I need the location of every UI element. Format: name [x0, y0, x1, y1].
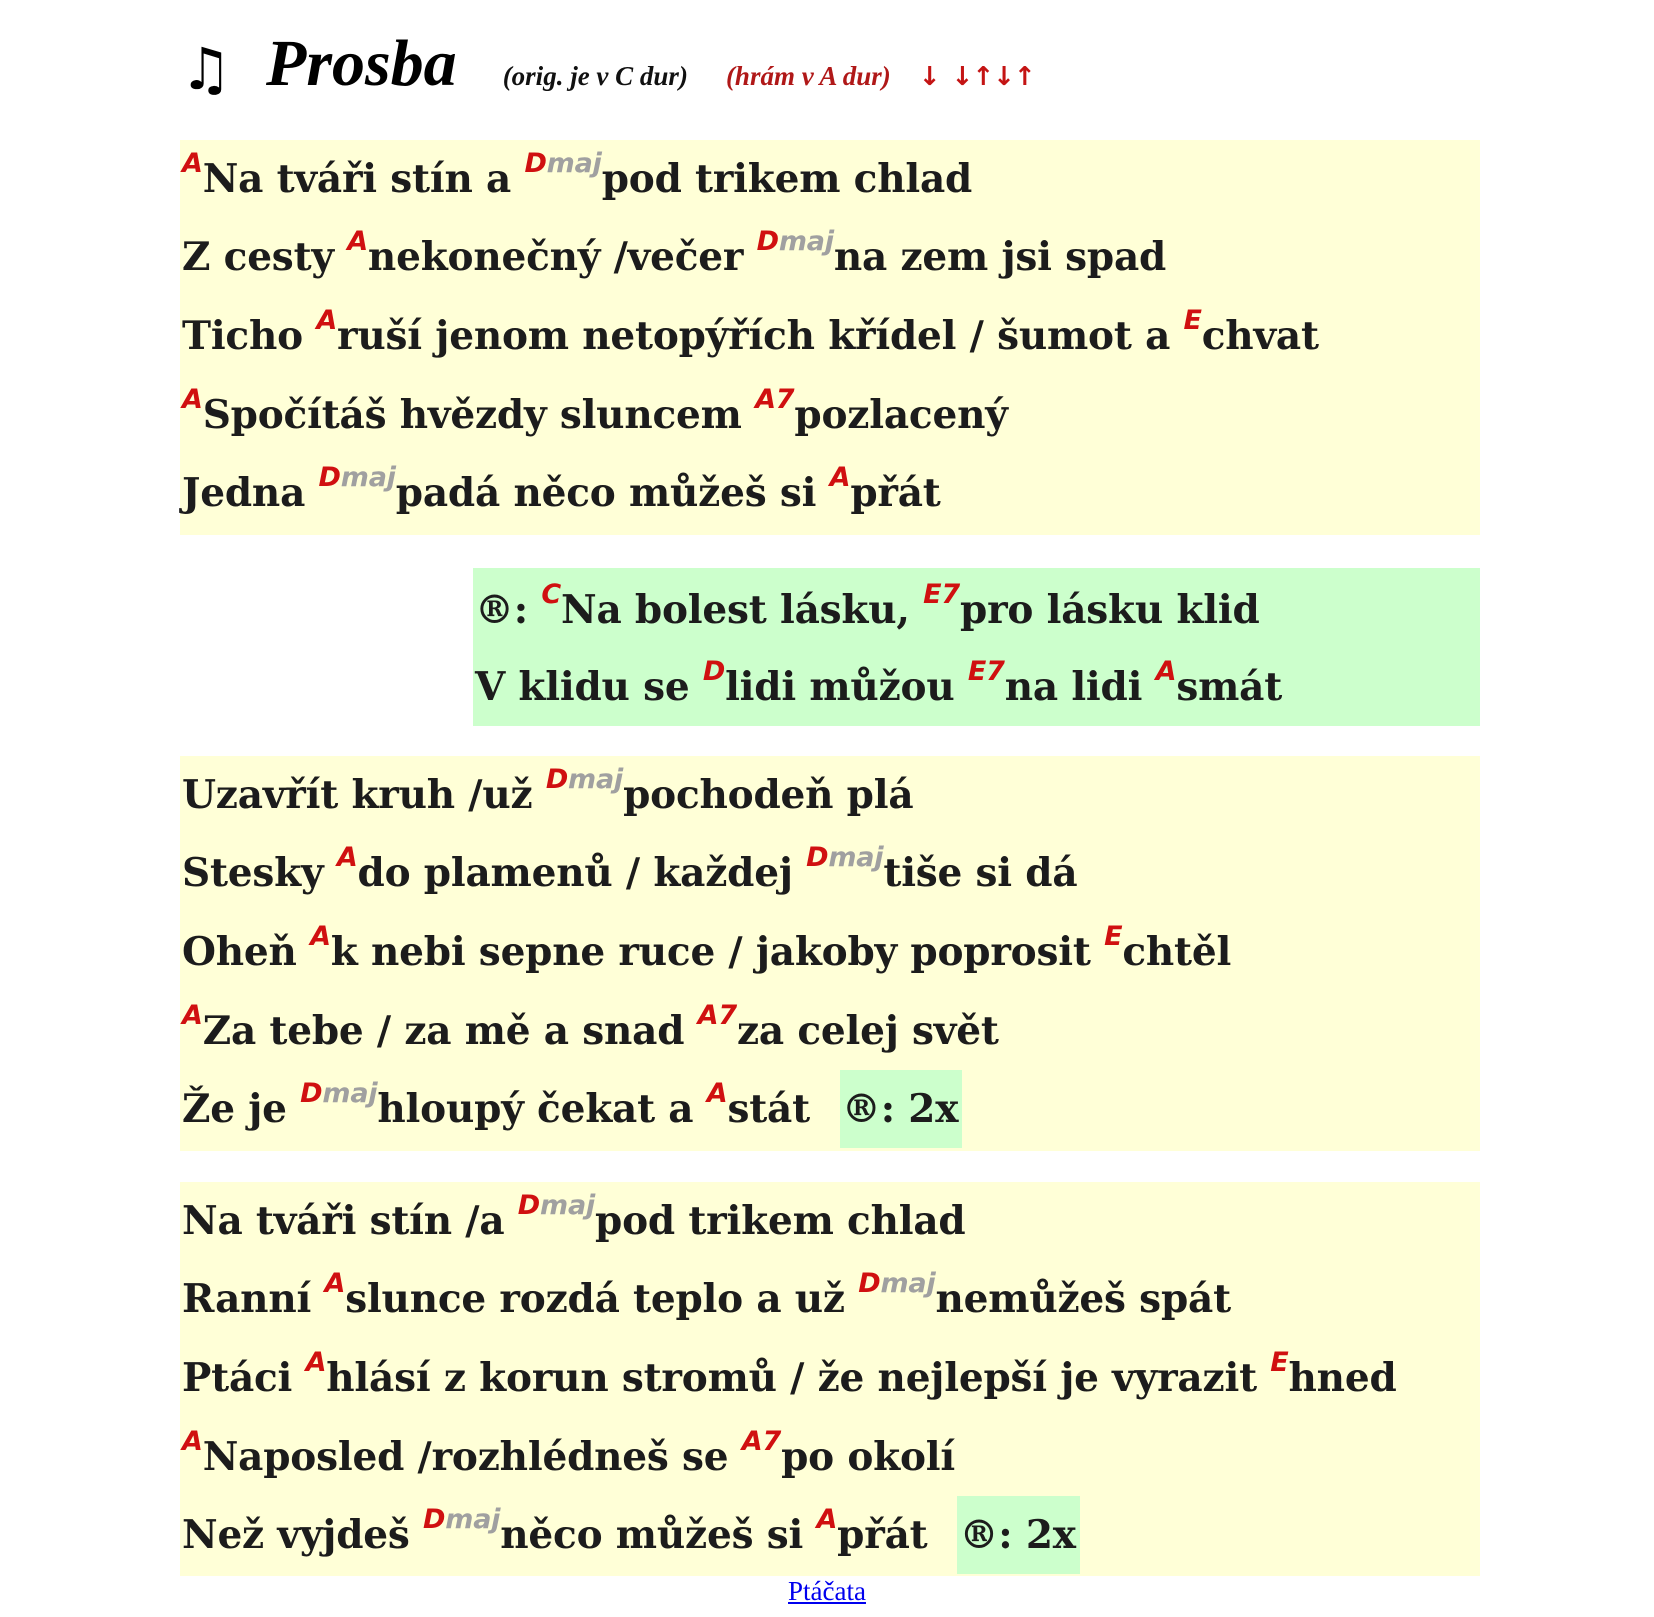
chord-root: D	[517, 1190, 541, 1221]
lyric-text: slunce rozdá teplo a už	[345, 1276, 859, 1322]
chord-label	[347, 226, 368, 257]
chord-root: A	[305, 1347, 327, 1378]
chord-root: E	[1270, 1347, 1289, 1378]
lyric-text: chtěl	[1122, 929, 1232, 975]
lyric-text: Stesky	[182, 850, 337, 896]
chord-root: D	[756, 226, 779, 257]
chord-root: A	[316, 305, 338, 336]
lyric-text: Jedna	[182, 470, 319, 516]
strum-arrows-icon: ↓↑↓↑	[951, 62, 1035, 92]
lyric-text: Ptáci	[182, 1355, 306, 1401]
chord-root: E	[1104, 921, 1123, 952]
chord-quality: maj	[546, 148, 602, 179]
lyric-line	[182, 1339, 1397, 1417]
chord-root: E7	[923, 579, 960, 610]
lyric-line	[182, 376, 1008, 454]
lyric-line	[475, 648, 1282, 726]
lyric-text: Ranní	[182, 1276, 325, 1322]
chord-label	[742, 1426, 781, 1457]
lyric-text: tiše si dá	[883, 850, 1078, 896]
refrain-symbol: ®:	[475, 587, 528, 633]
lyric-text: Uzavřít kruh /už	[182, 772, 546, 818]
chord-label	[423, 1504, 500, 1535]
lyric-text: Oheň	[182, 929, 311, 975]
lyric-text: Za tebe / za mě a snad	[202, 1008, 698, 1054]
lyric-text: do plamenů / každej	[357, 850, 807, 896]
chord-label	[541, 579, 561, 610]
lyric-text: Ticho	[182, 313, 317, 359]
chord-label	[707, 1078, 728, 1109]
music-note-icon: ♫	[180, 35, 232, 103]
lyric-text: Na tváři stín a	[202, 156, 525, 202]
chord-root: D	[318, 462, 341, 493]
verse-3	[180, 1182, 1480, 1576]
lyric-text: Na bolest lásku,	[561, 587, 924, 633]
chord-label	[1270, 1347, 1288, 1378]
chord-label	[337, 842, 358, 873]
chord-root: A	[336, 842, 358, 873]
lyric-text: na zem jsi spad	[833, 234, 1167, 280]
lyric-text: Z cesty	[182, 234, 348, 280]
lyric-text: za celej svět	[736, 1008, 999, 1054]
song-title: Prosba	[266, 27, 457, 100]
lyric-text: V klidu se	[475, 664, 703, 710]
lyric-line	[182, 913, 1231, 991]
chord-root: A	[829, 462, 851, 493]
repeat-chorus-marker: ®: 2x	[840, 1070, 962, 1148]
lyric-line	[182, 992, 999, 1070]
lyric-text: nekonečný /večer	[367, 234, 757, 280]
chord-root: A	[706, 1078, 728, 1109]
lyric-line	[182, 1418, 955, 1496]
lyric-line	[182, 1182, 965, 1260]
lyric-text: přát	[850, 470, 941, 516]
chord-label	[755, 384, 794, 415]
chord-root: A	[182, 1426, 203, 1457]
chord-label	[300, 1078, 377, 1109]
lyric-line	[182, 1496, 1080, 1574]
lyric-line	[182, 834, 1077, 912]
song-header	[180, 26, 1035, 106]
lyric-text: Na tváři stín /a	[182, 1198, 518, 1244]
chord-label	[316, 305, 337, 336]
lyric-text: lidi můžou	[725, 664, 968, 710]
chord-quality: maj	[540, 1190, 596, 1221]
lyric-text: k nebi sepne ruce / jakoby poprosit	[330, 929, 1105, 975]
lyric-text: hned	[1288, 1355, 1397, 1401]
chord-label	[310, 921, 331, 952]
chord-label	[830, 462, 851, 493]
chord-quality: maj	[445, 1504, 501, 1535]
chord-quality: maj	[880, 1268, 936, 1299]
chord-root: D	[300, 1078, 323, 1109]
chord-quality: maj	[828, 842, 884, 873]
chord-label	[858, 1268, 935, 1299]
chord-label	[324, 1268, 345, 1299]
lyric-line	[182, 297, 1319, 375]
chord-root: E	[1183, 305, 1202, 336]
lyric-text: pod trikem chlad	[595, 1198, 966, 1244]
lyric-text: pochodeň plá	[623, 772, 914, 818]
lyric-line	[182, 454, 941, 532]
verse-1	[180, 140, 1480, 535]
lyric-text: ruší jenom netopýřích křídel / šumot a	[337, 313, 1184, 359]
chord-root: D	[858, 1268, 881, 1299]
lyric-text: stát	[727, 1086, 810, 1132]
lyric-line	[475, 571, 1260, 649]
lyric-text: smát	[1176, 664, 1283, 710]
repeat-chorus-marker: ®: 2x	[957, 1496, 1079, 1574]
strumming-pattern	[919, 62, 1035, 92]
chord-label	[757, 226, 834, 257]
lyric-text: padá něco můžeš si	[395, 470, 830, 516]
chord-label	[182, 1426, 203, 1457]
chord-root: A7	[741, 1426, 782, 1457]
lyric-text: pro lásku klid	[960, 587, 1260, 633]
chord-label	[546, 764, 623, 795]
lyric-text: na lidi	[1004, 664, 1156, 710]
chord-label	[182, 148, 203, 179]
chord-label	[968, 656, 1005, 687]
chord-label	[1104, 921, 1122, 952]
chord-quality: maj	[340, 462, 396, 493]
chord-root: C	[541, 579, 562, 610]
chord-root: D	[545, 764, 569, 795]
chord-label	[816, 1504, 837, 1535]
chord-root: A	[347, 226, 368, 257]
chord-root: A	[324, 1268, 346, 1299]
chorus	[473, 568, 1480, 726]
chord-label	[1184, 305, 1202, 336]
chord-label	[923, 579, 960, 610]
lyric-text: pod trikem chlad	[601, 156, 973, 202]
lyric-text: hloupý čekat a	[377, 1086, 707, 1132]
chord-root: A	[182, 384, 203, 415]
chord-label	[182, 384, 203, 415]
chord-quality: maj	[568, 764, 624, 795]
chord-root: D	[702, 656, 726, 687]
lyric-text: po okolí	[781, 1434, 956, 1480]
original-key: (orig. je v C dur)	[502, 61, 688, 91]
chord-label	[518, 1190, 595, 1221]
lyric-line	[182, 218, 1166, 296]
lyric-text: přát	[837, 1512, 928, 1558]
lyric-line	[182, 140, 972, 218]
lyric-line	[182, 756, 913, 834]
chord-root: A7	[755, 384, 795, 415]
lyric-text: Spočítáš hvězdy sluncem	[202, 392, 756, 438]
chord-label	[698, 1000, 737, 1031]
chord-label	[806, 842, 883, 873]
chord-label	[182, 1000, 203, 1031]
lyric-text: nemůžeš spát	[935, 1276, 1231, 1322]
verse-2	[180, 756, 1480, 1151]
chord-root: A	[816, 1504, 838, 1535]
strum-down-arrow-icon: ↓	[918, 62, 940, 92]
chord-root: A	[1155, 656, 1177, 687]
chord-root: A7	[697, 1000, 737, 1031]
chord-root: A	[182, 1000, 203, 1031]
lyric-text: Že je	[182, 1086, 301, 1132]
lyric-text: pozlacený	[794, 392, 1008, 438]
chord-root: A	[182, 148, 203, 179]
chord-root: E7	[967, 656, 1005, 687]
chord-quality: maj	[778, 226, 834, 257]
chord-root: D	[524, 148, 547, 179]
lyric-text: hlásí z korun stromů / že nejlepší je vyrazit	[326, 1355, 1271, 1401]
chord-label	[1156, 656, 1177, 687]
lyric-text: něco můžeš si	[500, 1512, 817, 1558]
lyric-line	[182, 1070, 962, 1148]
footer-link-ptacata[interactable]: Ptáčata	[788, 1576, 866, 1606]
chord-quality: maj	[322, 1078, 378, 1109]
lyric-text: Naposled /rozhlédneš se	[202, 1434, 742, 1480]
chord-root: A	[310, 921, 331, 952]
lyric-text: chvat	[1201, 313, 1319, 359]
chord-root: D	[806, 842, 829, 873]
chord-label	[524, 148, 601, 179]
chord-root: D	[423, 1504, 446, 1535]
lyric-text	[528, 587, 541, 633]
lyric-line	[182, 1260, 1231, 1338]
lyric-text: Než vyjdeš	[182, 1512, 424, 1558]
chord-label	[703, 656, 725, 687]
playing-key: (hrám v A dur)	[725, 61, 891, 91]
chord-label	[306, 1347, 327, 1378]
chord-label	[319, 462, 396, 493]
